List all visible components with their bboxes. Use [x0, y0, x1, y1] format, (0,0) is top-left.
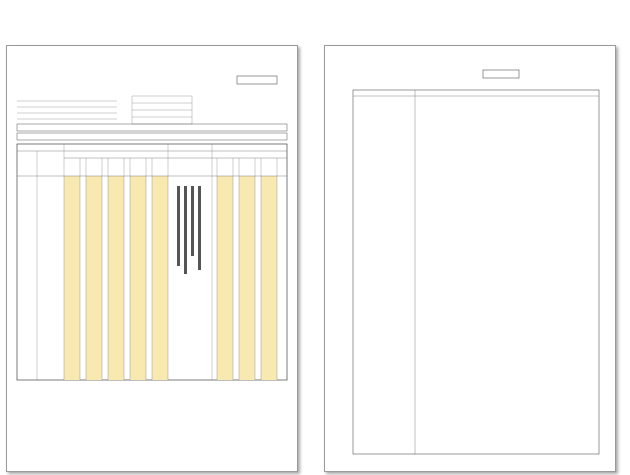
form1-pdf-thumbnail[interactable] — [6, 45, 298, 472]
job-types-pdf-thumbnail[interactable] — [324, 45, 616, 472]
job-types-sheet-graphic — [325, 46, 615, 471]
form1-sheet-graphic — [7, 46, 297, 471]
